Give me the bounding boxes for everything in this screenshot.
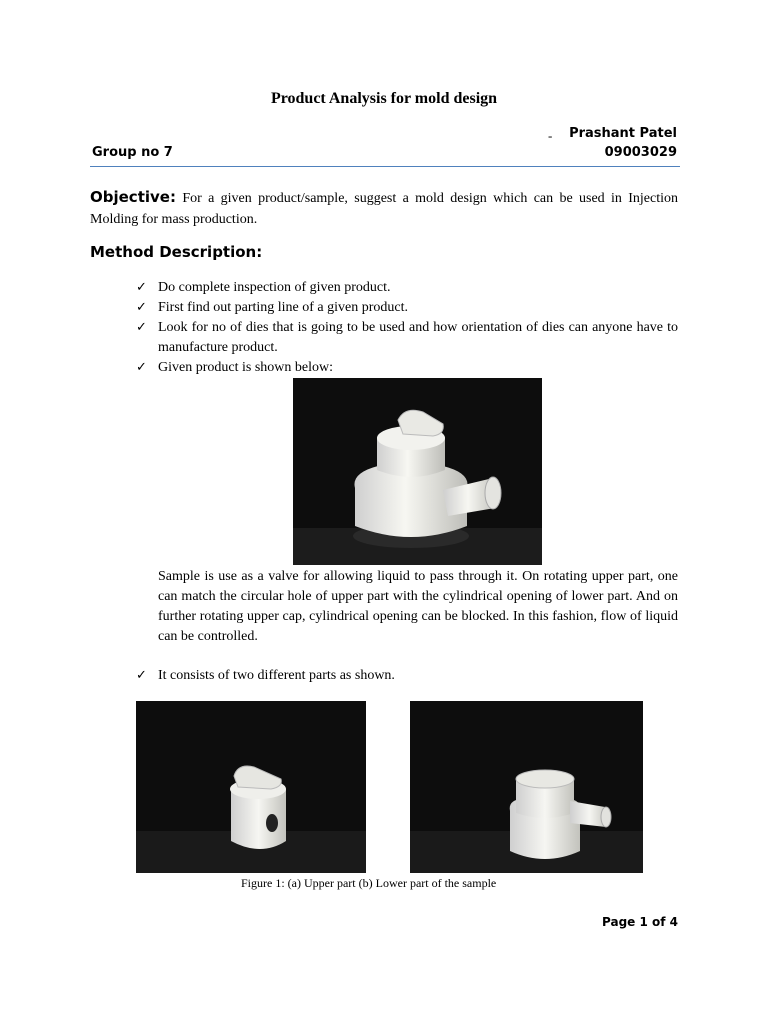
- lower-part-illustration: [410, 701, 643, 873]
- list-item-text: It consists of two different parts as shown.: [158, 668, 395, 683]
- page-title: Product Analysis for mold design: [270, 90, 498, 107]
- check-icon: ✓: [136, 668, 147, 683]
- upper-part-photo: [136, 701, 366, 873]
- lower-part-photo: [410, 701, 643, 873]
- figure-caption: Figure 1: (a) Upper part (b) Lower part of the sample: [241, 876, 497, 890]
- objective-text: For a given product/sample, suggest a mold design which can be used in Injection Molding for mass production.: [90, 191, 678, 227]
- author-name: Prashant Patel: [569, 126, 677, 141]
- list-item-text: First find out parting line of a given product.: [158, 300, 409, 315]
- method-heading: Method Description:: [90, 243, 263, 261]
- header-rule: [90, 166, 680, 167]
- objective-paragraph: [90, 187, 678, 230]
- method-list: [136, 278, 678, 378]
- list-item-text: Look for no of dies that is going to be used and how orientation of dies can anyone have to manufacture product.: [158, 320, 678, 355]
- objective-label: Objective:: [90, 188, 176, 206]
- group-number: Group no 7: [92, 145, 173, 160]
- list-item: [136, 666, 395, 686]
- product-photo: [293, 378, 542, 565]
- check-icon: ✓: [136, 360, 147, 375]
- sample-description: Sample is use as a valve for allowing liquid to pass through it. On rotating upper part, one can match the circular hole of upper part with the cylindrical opening of lower part. And on further rotating upper cap, cylindrical opening can be blocked. In this fashion, flow of liquid can be controlled.: [158, 569, 678, 644]
- list-item-text: Do complete inspection of given product.: [158, 280, 391, 295]
- list-item: [136, 318, 678, 358]
- valve-illustration: [293, 378, 542, 565]
- check-icon: ✓: [136, 320, 147, 335]
- author-dash: -: [548, 128, 553, 143]
- list-item: [136, 298, 678, 318]
- list-item: [136, 278, 678, 298]
- check-icon: ✓: [136, 300, 147, 315]
- upper-part-illustration: [136, 701, 366, 873]
- roll-number: 09003029: [604, 145, 677, 160]
- check-icon: ✓: [136, 280, 147, 295]
- list-item: [136, 358, 678, 378]
- list-item-text: Given product is shown below:: [158, 360, 333, 375]
- page-number: Page 1 of 4: [602, 915, 678, 929]
